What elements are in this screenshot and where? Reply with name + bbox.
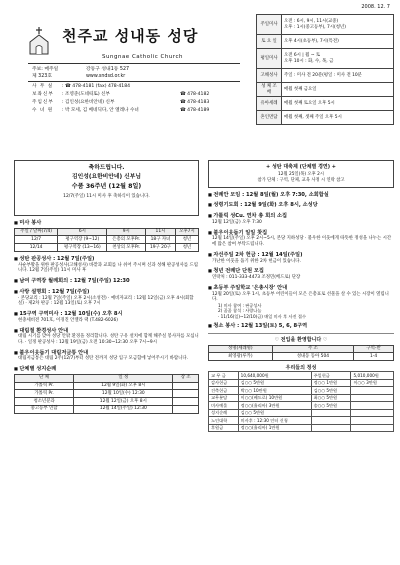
table-row: 12/14 평구역장 (13~16) 천상의 모후Pr. 19구 20구 청년 (15, 244, 199, 252)
list-item: 2) 꿈꿈 참석 : 사랑나눔 (218, 308, 262, 314)
notice-title: ■ 성령기도회 : 12월 9일(화) 오후 8시, 소성당 (208, 202, 394, 209)
notice-text: 현충세비전 701호, 이경진 안젤라 댁 (T.482-6026) (18, 317, 119, 323)
group-pilgrimage-title: ■ 단체별 성지순례 (14, 366, 199, 373)
table-row: 미사예물 정○○(율리아) 3만원 송○○ 5만원 (209, 402, 394, 409)
right-column (208, 160, 394, 432)
address-row: 주보: 매주일 강동구 성내1동 527 (32, 67, 130, 72)
church-title: 천주교 성내동 성당 (62, 27, 199, 45)
notice-title: ■ 불우이웃돕기 대림저금통 안내 (14, 350, 199, 357)
notice-title: ■ 전례안 모임 : 12월 8일(월) 오후 7:30, 소회합실 (208, 192, 394, 199)
finance-title: 우리들의 정성 (285, 364, 317, 371)
notice-title: ■ 초등부 주일학교 '은총시장' 안내 (208, 285, 394, 292)
mass-service-table: 주일 / 날짜(7/4) 6시 9시 11시 오후7시 12/7 평구역장 (9~12) 은총의 모후Pr. 18구 자녀 청년 12/14 평구역장 (13~16) 천상의 모후Pr. 19구 20구 청년 (14, 228, 199, 252)
church-logo-icon (28, 26, 50, 56)
table-row: 중고등부 연합 12월 14일(주일) 12:30 (15, 405, 199, 413)
table-row: 건축헌금 박○○ 10만원 김○○ 5만원 (209, 387, 394, 394)
table-row: 성지순례 김○○ 5만원 (209, 409, 394, 416)
contact-office: 사 무 실 : ☎ 478-4181 (fax) 478-4184 (32, 84, 131, 89)
table-row: 가톨릭 Pr. 12월 9일(화) 오후 8시 (15, 382, 199, 390)
mass-schedule-table: 주일미사 오전 : 6시, 9시, 11시(교중) 오후 : 1시(중고등부), 7시(청년) 토 요 일 오후 4시(초등부), 7시(특전) 평일미사 오전 6시 | 월 ~ 토 오후 10시 : 화, 수, 목, 금 고해성사 주일 : 미사 전 20분(평일 : 미사 전 10분 성 체 조 배 매월 첫째 금요일 유아세례 매월 첫째 토요일 오후 5시 혼인면담 매월 첫째, 셋째 주일 오후 5시 (256, 14, 394, 125)
notice-text: 12월 20일(토) 오후 1시, 초등부 어린이들이 모은 은총표로 선물을 살 수 있는 시장이 열립니다. (212, 291, 389, 303)
notice-text: 대림 시기를 맞아 성당 안팎 환경을 정리합니다. 성탄 구유 설치에 함께 해주실 봉사자를 모십니다. · 일정 판공성사 : 12월 19일(금) 오전 10:30~12:30 오후 7시~9시 (18, 334, 199, 345)
table-row: 노인대학 미사후 : 12:30 인터 신청 (209, 417, 394, 424)
contact-convent: 수 녀 원 : 박 모세, 김 베네딕다, 안 엘레나 수녀 ☎ 478-4189 (32, 108, 210, 113)
table-row: 가톨릭 Pr. 12월 10일(수) 12:30 (15, 390, 199, 398)
table-row: 청소년분과 12월 12일(금) 오후 8시 (15, 398, 199, 406)
notice-title: ■ 사랑 설명회 : 12월 7일(주일) (14, 289, 199, 296)
left-column (14, 160, 199, 414)
notice-text: 연락처 : 011-333-4473 조정민(베드로) 단장 (212, 275, 301, 281)
bulletin-header (28, 14, 240, 114)
notice-text: · 본당교리 : 12월 7일(주일) 오후 2시(소성전) · 예비자교리 : 12월 12일(금) 오후 4시(회합실) · 제2차 판공 : 12월 13일(토) 오후 7시 (18, 295, 194, 307)
congratulations-box: 축하드립니다. 김인성(요한비안네) 신부님 수품 36주년 (12월 8일) 12/7(주일) 11시 미사 후 축하식이 있습니다. (14, 160, 199, 216)
table-row: 교 무 금 10,640,000원 주일헌금 5,010,000원 (209, 372, 394, 379)
table-row: 감사헌금 김○○ 5만원 정○○ 1만원 이○○ 3만원 (209, 379, 394, 386)
mass-service-title: ■ 미사 봉사 (14, 220, 199, 227)
address-row: 제 323호 www.sndsd.or.kr (32, 74, 126, 79)
notice-title: ■ 성탄 판공성사 : 12월 7일(주일) (14, 256, 199, 263)
cleaning-notice: ■ 청소 봉사 : 12월 13일(토) 5, 6, 8구역 (208, 323, 394, 330)
notice-text: 12월 12일(금) 오후 7:30 (212, 219, 262, 225)
table-row: 12/7 평구역장 (9~12) 은총의 모후Pr. 18구 자녀 청년 (15, 236, 199, 244)
table-row: 후원금 정○○(율리아) 1만원 (209, 424, 394, 431)
notice-text: 가난한 이웃을 돕기 위한 2차 헌금이 있습니다. (212, 258, 301, 264)
group-pilgrimage-table: 단 체 일 정 장 소 가톨릭 Pr. 12월 9일(화) 오후 8시 가톨릭 Pr. 12월 10일(수) 12:30 청소년분과 12월 12일(금) 오후 8시 중고등부 연합 12월 14일(주일) 12:30 (14, 374, 199, 414)
finance-table (208, 371, 394, 432)
welcome-title: ♡ 전입을 환영합니다 ♡ (274, 337, 328, 344)
bulletin-date: 2008. 12. 7 (361, 4, 390, 10)
notice-text: 12월 14일(주일) 오후 2시~5시, 본당 지하성당 · 불우한 이웃에게 따뜻한 정성을 나누는 시간에 많은 참여 부탁드립니다. (212, 236, 392, 248)
church-subtitle: Sungnae Catholic Church (102, 54, 183, 60)
notice-title: ■ 남여 구역장 월례회의 : 12월 7일(주일) 12:30 (14, 278, 199, 285)
christmas-festival-box: + 성탄 대축제 (단체별 경연) + 12월 25일(목) 오후 2시 참가 단체 : 구역, 단체, 교육 사정 시 연락 참고 (208, 160, 394, 188)
notice-title: ■ 가톨릭 성Cu. 연차 총 회의 소집 (208, 213, 394, 220)
notice-text: 사순부활을 위한 판공성사(고해성사) 바깥과 교회를 나 쉬어 주시며 신과 성해 판공성사를 드립니다. 12월 7일(주일) 11시 미사 후 (18, 262, 198, 274)
list-item: · 11/16(일)~12/10(금) 매일 미사 후 사진 접수 (218, 313, 306, 319)
website-link[interactable]: www.sndsd.or.kr (86, 74, 126, 79)
notice-title: ■ 청년 전례단 단원 모집 (208, 268, 394, 275)
notice-title: ■ 대림절 환경성사 안내 (14, 328, 199, 335)
notice-title: ■ 불우이웃돕기 일일 찻집 (208, 230, 394, 237)
notice-title: ■ 15구역 구역미사 : 12월 10일(수) 오후 8시 (14, 311, 199, 318)
contact-assistant-priest: 보좌신부 : 조영준(도네띠또) 신부 ☎ 478-4182 (32, 92, 210, 97)
table-row: 교무분담 이○○(베드로) 10만원 최○○ 5만원 (209, 394, 394, 401)
list-item: 1) 미사 참여 : 판공성사 (218, 302, 262, 308)
table-row: 최영광(루카) 성내동 동아 504 1-4 (209, 353, 394, 361)
notice-title: ■ 자선주일 2차 헌금 : 12월 14일(주일) (208, 252, 394, 259)
contact-pastor: 주임신부 : 김인성(요한비안네) 신부 ☎ 478-4183 (32, 100, 210, 105)
notice-text: 대림저금통은 대림 2주(12/7)부터 성탄 전까지 성당 입구 모금함에 넣어주시기 바랍니다. (18, 356, 189, 362)
welcome-table: 성명(세례명) 주 소 구역-반 최영광(루카) 성내동 동아 504 1-4 (208, 345, 394, 361)
